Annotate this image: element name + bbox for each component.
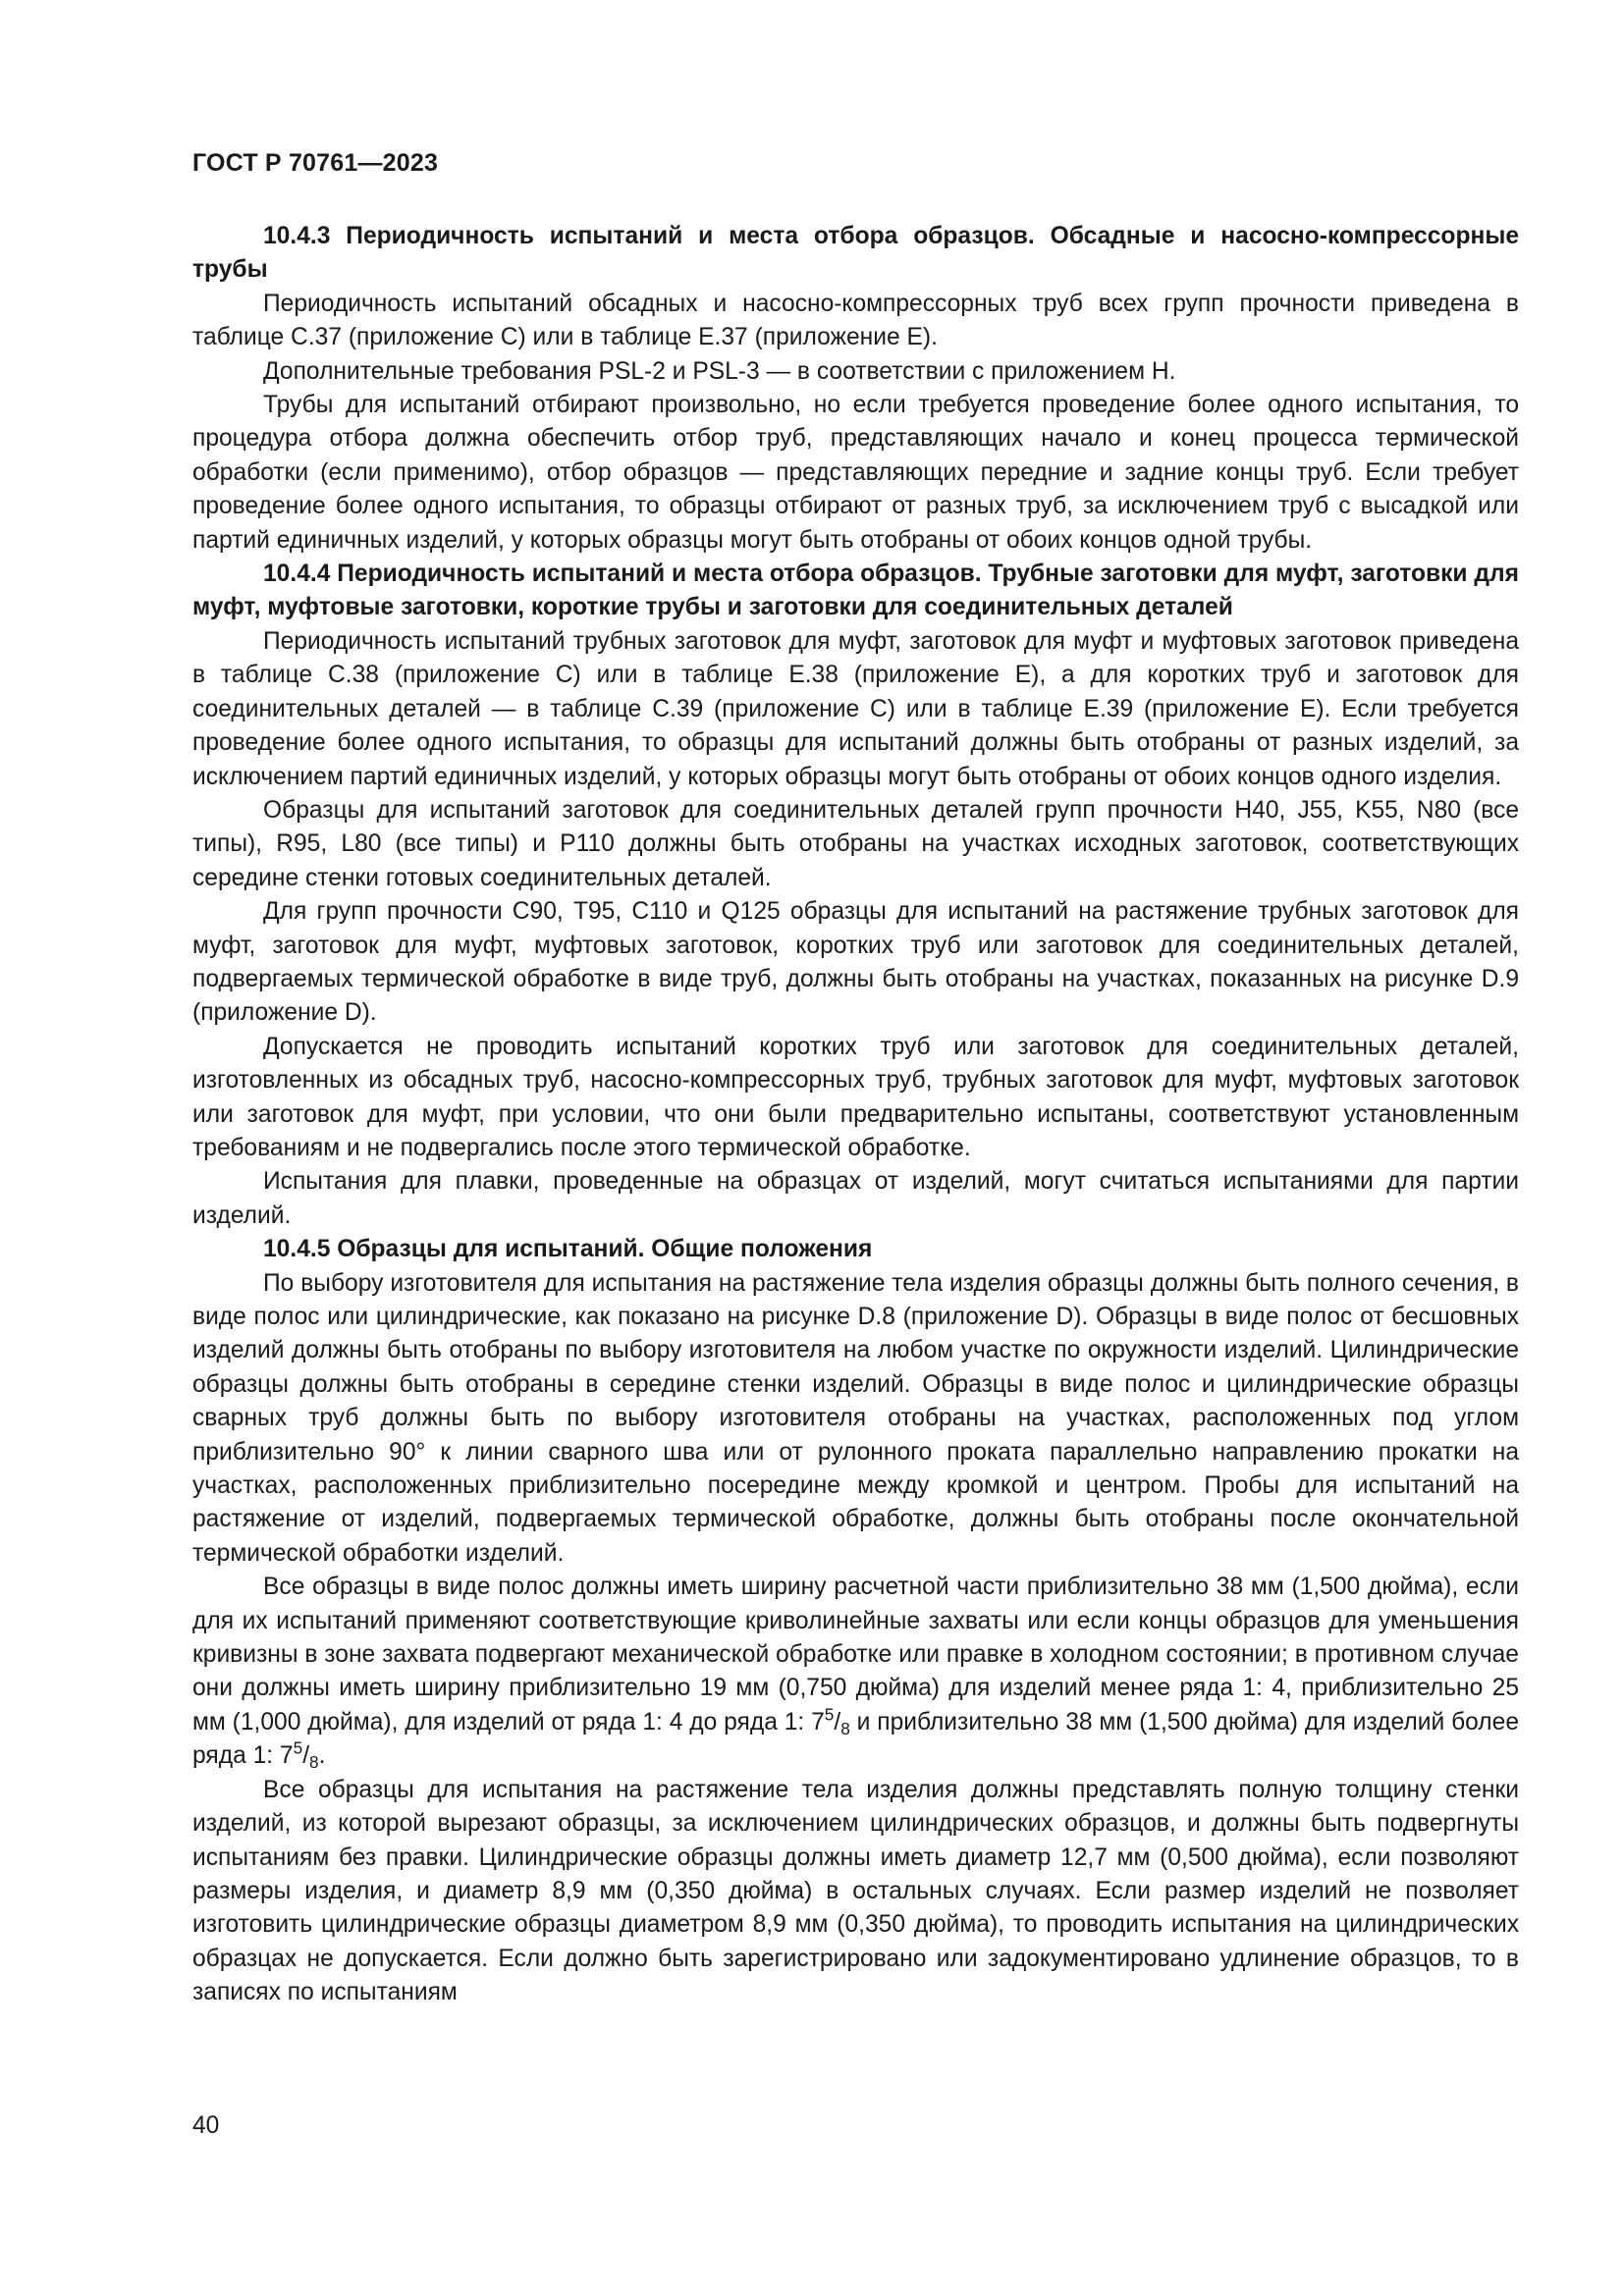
paragraph-text: и приблизительно 38 мм (1,500 дюйма) для изделий более ряда 1: 7 (192, 1708, 1519, 1770)
page-number: 40 (192, 2112, 220, 2139)
fraction-slash: / (834, 1708, 841, 1735)
section-heading-10-4-4: 10.4.4 Периодичность испытаний и места отбора образцов. Трубные заготовки для муфт, заготовки для муфт, муфтовые заготовки, короткие трубы и заготовки для соединительных деталей (192, 561, 1519, 621)
paragraph: Периодичность испытаний трубных заготовок для муфт, заготовок для муфт и муфтовых заготовок приведена в таблице С.38 (приложение С) или в таблице Е.38 (приложение Е), а для коротких труб и заготовок для соединительных деталей — в таблице С.39 (приложение С) или в таблице Е.39 (приложение Е). Если требуется проведение более одного испытания, то образцы для испытаний должны быть отобраны от разных изделий, за исключением партий единичных изделий, у которых образцы могут быть отобраны от обоих концов одного изделия. (192, 627, 1519, 790)
paragraph: По выбору изготовителя для испытания на растяжение тела изделия образцы должны быть полного сечения, в виде полос или цилиндрические, как показано на рисунке D.8 (приложение D). Образцы в виде полос от бесшовных изделий должны быть отобраны по выбору изготовителя на любом участке по окружности изделий. Цилиндрические образцы должны быть отобраны в середине стенки изделий. Образцы в виде полос и цилиндрические образцы сварных труб должны быть по выбору изготовителя отобраны на участках, расположенных под углом приблизительно 90° к линии сварного шва или от рулонного проката параллельно направлению прокатки на участках, расположенных приблизительно посередине между кромкой и центром. Пробы для испытаний на растяжение от изделий, подвергаемых термической обработке, должны быть отобраны после окончательной термической обработки изделий. (192, 1269, 1519, 1567)
paragraph: Периодичность испытаний обсадных и насосно-компрессорных труб всех групп прочности приведена в таблице С.37 (приложение С) или в таблице Е.37 (приложение Е). (192, 290, 1519, 351)
paragraph-with-fractions (192, 1571, 1519, 1773)
paragraph-text: Все образцы в виде полос должны иметь ширину расчетной части приблизительно 38 мм (1,500 дюйма), если для их испытаний применяют соответствующие криволинейные захваты или если концы образцов для уменьшения кривизны в зоне захвата подвергают механической обработке или правке в холодном состоянии; в противном случае они должны иметь ширину приблизительно 19 мм (0,750 дюйма) для изделий менее ряда 1: 4, приблизительно 25 мм (1,000 дюйма), для изделий от ряда 1: 4 до ряда 1: 7 (192, 1574, 1519, 1735)
fraction-slash: / (302, 1742, 310, 1770)
paragraph: Образцы для испытаний заготовок для соединительных деталей групп прочности Н40, J55, K55, N80 (все типы), R95, L80 (все типы) и Р110 должны быть отобраны на участках исходных заготовок, соответствующих середине стенки готовых соединительных деталей. (192, 796, 1519, 891)
paragraph-text: . (318, 1742, 326, 1770)
paragraph: Испытания для плавки, проведенные на образцах от изделий, могут считаться испытаниями для партии изделий. (192, 1168, 1519, 1229)
paragraph: Допускается не проводить испытаний коротких труб или заготовок для соединительных деталей, изготовленных из обсадных труб, насосно-компрессорных труб, трубных заготовок для муфт, муфтовых заготовок или заготовок для муфт, при условии, что они были предварительно испытаны, соответствуют установленным требованиям и не подвергались после этого термической обработке. (192, 1033, 1519, 1161)
fraction-numerator: 5 (293, 1737, 303, 1758)
section-heading-10-4-5: 10.4.5 Образцы для испытаний. Общие положения (263, 1236, 873, 1263)
fraction-denominator: 8 (309, 1752, 319, 1773)
paragraph: Все образцы для испытания на растяжение тела изделия должны представлять полную толщину стенки изделий, из которой вырезают образцы, за исключением цилиндрических образцов, и должны быть подвергнуты испытаниям без правки. Цилиндрические образцы должны иметь диаметр 12,7 мм (0,500 дюйма), если позволяют размеры изделия, и диаметр 8,9 мм (0,350 дюйма) в остальных случаях. Если размер изделий не позволяет изготовить цилиндрические образцы диаметром 8,9 мм (0,350 дюйма), то проводить испытания на цилиндрических образцах не допускается. Если должно быть зарегистрировано или задокументировано удлинение образцов, то в записях по испытаниям (192, 1776, 1519, 2006)
document-body (192, 220, 1519, 2010)
fraction-numerator: 5 (824, 1704, 835, 1725)
paragraph: Для групп прочности С90, Т95, С110 и Q125 образцы для испытаний на растяжение трубных заготовок для муфт, заготовок для муфт, муфтовых заготовок, коротких труб или заготовок для соединительных деталей, подвергаемых термической обработке в виде труб, должны быть отобраны на участках, показанных на рисунке D.9 (приложение D). (192, 898, 1519, 1027)
paragraph: Трубы для испытаний отбирают произвольно, но если требуется проведение более одного испытания, то процедура отбора должна обеспечить отбор труб, представляющих начало и конец процесса термической обработки (если применимо), отбор образцов — представляющих передние и задние концы труб. Если требует проведение более одного испытания, то образцы отбирают от разных труб, за исключением труб с высадкой или партий единичных изделий, у которых образцы могут быть отобраны от обоих концов одной трубы. (192, 392, 1519, 554)
section-heading-10-4-3: 10.4.3 Периодичность испытаний и места отбора образцов. Обсадные и насосно-компрессорные трубы (192, 223, 1519, 284)
fraction-denominator: 8 (840, 1719, 850, 1739)
paragraph: Дополнительные требования PSL-2 и PSL-3 — в соответствии с приложением Н. (263, 357, 1176, 385)
document-header-code: ГОСТ Р 70761—2023 (192, 149, 439, 177)
